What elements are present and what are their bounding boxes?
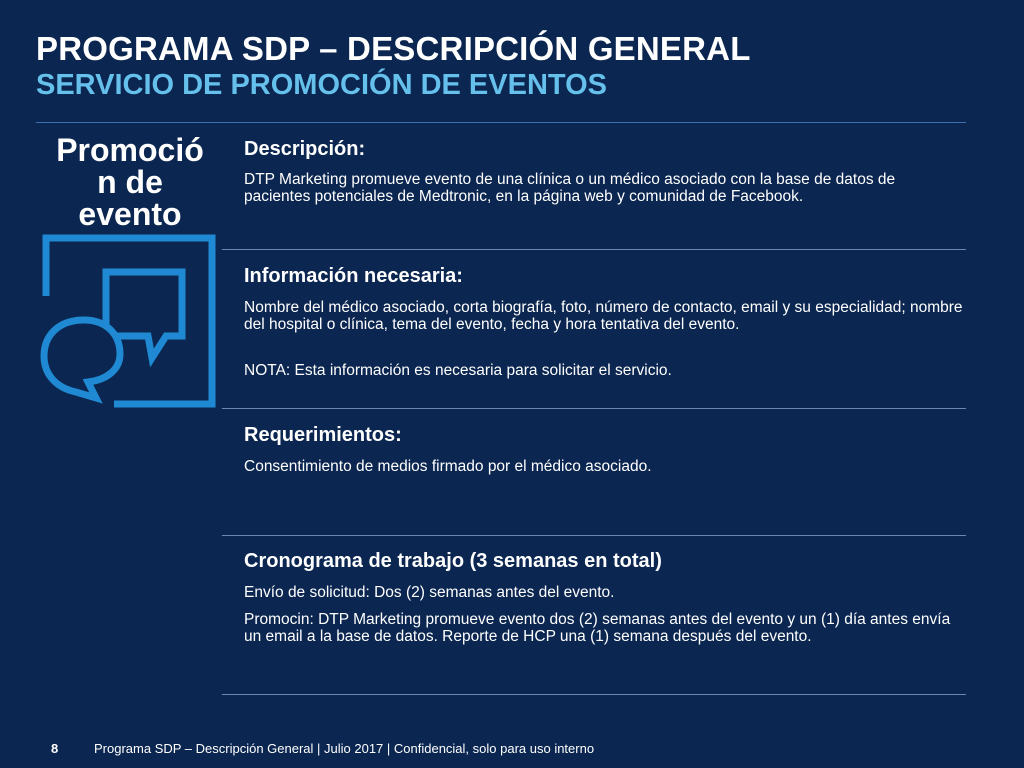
section-paragraph: Consentimiento de medios firmado por el médico asociado. <box>244 458 652 475</box>
section-note: NOTA: Esta información es necesaria para solicitar el servicio. <box>244 362 672 379</box>
section-requerimientos <box>222 409 966 536</box>
section-cronograma <box>222 536 966 695</box>
section-paragraph: Promocin: DTP Marketing promueve evento dos (2) semanas antes del evento y un (1) día antes envía un email a la base de datos. Reporte de HCP una (1) semana después del evento. <box>244 611 951 645</box>
section-heading: Cronograma de trabajo (3 semanas en total) <box>244 550 662 572</box>
section-informacion-necesaria <box>222 250 966 409</box>
footer <box>0 741 1024 761</box>
sidebar-title-line-2: n de <box>97 164 163 200</box>
section-paragraph: Nombre del médico asociado, corta biografía, foto, número de contacto, email y su especialidad; nombre del hospital o clínica, tema del evento, fecha y hora tentativa del evento. <box>244 299 963 333</box>
chat-bubbles-icon <box>40 232 218 410</box>
slide-subtitle: SERVICIO DE PROMOCIÓN DE EVENTOS <box>36 69 607 101</box>
section-heading: Requerimientos: <box>244 424 402 446</box>
title-divider <box>36 122 966 123</box>
section-heading: Descripción: <box>244 138 366 160</box>
slide-title: PROGRAMA SDP – DESCRIPCIÓN GENERAL <box>36 30 751 67</box>
sidebar-title-line-1: Promoció <box>56 132 204 168</box>
section-descripcion <box>222 128 966 250</box>
sidebar-title <box>40 134 220 230</box>
sidebar-title-line-3: evento <box>78 196 182 232</box>
section-paragraph: Envío de solicitud: Dos (2) semanas antes del evento. <box>244 584 615 601</box>
section-heading: Información necesaria: <box>244 265 463 287</box>
page-number: 8 <box>51 741 59 756</box>
section-paragraph: DTP Marketing promueve evento de una clínica o un médico asociado con la base de datos de pacientes potenciales de Medtronic, en la página web y comunidad de Facebook. <box>244 171 896 205</box>
footer-text: Programa SDP – Descripción General | Julio 2017 | Confidencial, solo para uso interno <box>94 741 595 756</box>
